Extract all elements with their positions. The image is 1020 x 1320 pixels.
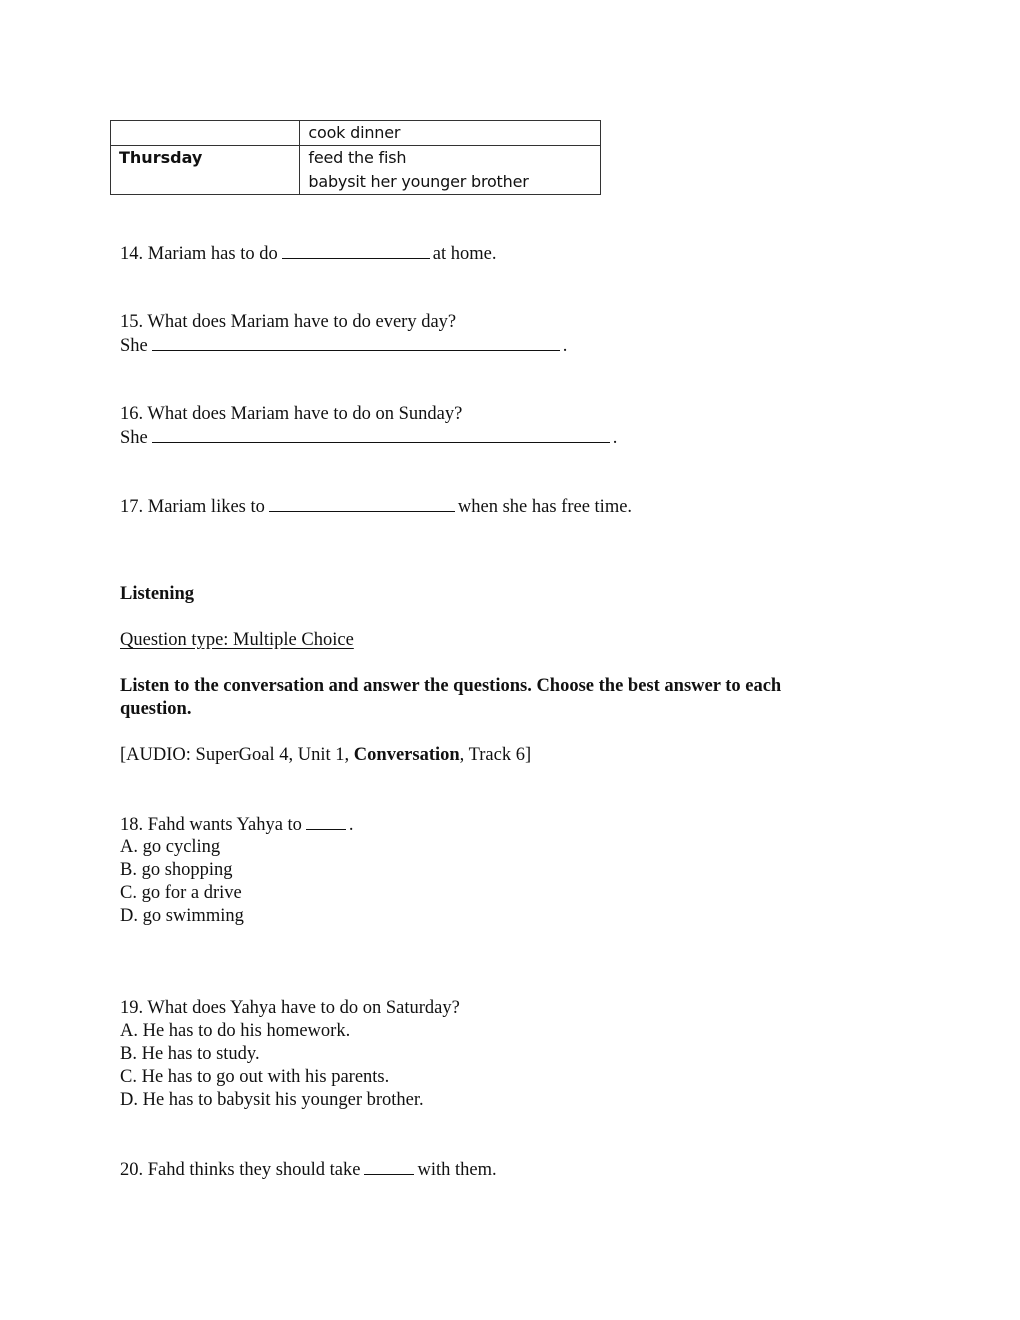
day-cell — [111, 121, 300, 146]
answer-line-16 — [120, 426, 617, 450]
question-text: 20. Fahd thinks they should take — [120, 1160, 361, 1180]
option-d: D. He has to babysit his younger brother. — [120, 1090, 424, 1110]
question-text: 17. Mariam likes to — [120, 497, 265, 517]
question-text: when she has free time. — [457, 497, 633, 517]
task-item: cook dinner — [308, 123, 401, 142]
table-row — [111, 146, 601, 195]
chores-table — [110, 120, 601, 195]
question-18 — [120, 813, 354, 837]
answer-blank — [269, 495, 455, 512]
question-20 — [120, 1158, 497, 1182]
answer-prefix: She — [120, 428, 148, 448]
option-d: D. go swimming — [120, 906, 244, 926]
instructions: Listen to the conversation and answer the questions. Choose the best answer to each question. — [120, 676, 782, 719]
option-c: C. He has to go out with his parents. — [120, 1067, 390, 1087]
answer-prefix: She — [120, 336, 148, 356]
option-b: B. go shopping — [120, 860, 233, 880]
day-cell: Thursday — [111, 146, 300, 195]
table-row — [111, 121, 601, 146]
answer-blank — [282, 242, 430, 259]
answer-blank — [152, 334, 560, 351]
question-text: with them. — [417, 1160, 497, 1180]
section-heading: Listening — [120, 584, 195, 604]
question-text: . — [348, 815, 354, 835]
answer-suffix: . — [612, 428, 618, 448]
tasks-cell — [300, 121, 601, 146]
answer-blank — [306, 813, 346, 830]
question-16: 16. What does Mariam have to do on Sunday? — [120, 404, 463, 424]
audio-suffix: , Track 6] — [459, 745, 532, 765]
task-item: babysit her younger brother — [308, 172, 529, 191]
option-a: A. go cycling — [120, 837, 221, 857]
question-14 — [120, 242, 496, 266]
question-17 — [120, 495, 632, 519]
question-19: 19. What does Yahya have to do on Saturday? — [120, 998, 460, 1018]
audio-prefix: [AUDIO: SuperGoal 4, Unit 1, — [120, 745, 354, 765]
question-text: at home. — [432, 244, 497, 264]
audio-reference — [120, 744, 531, 767]
question-text: 18. Fahd wants Yahya to — [120, 815, 302, 835]
option-c: C. go for a drive — [120, 883, 242, 903]
answer-suffix: . — [562, 336, 568, 356]
question-15: 15. What does Mariam have to do every day? — [120, 312, 457, 332]
option-a: A. He has to do his homework. — [120, 1021, 351, 1041]
question-text: 14. Mariam has to do — [120, 244, 278, 264]
answer-blank — [364, 1158, 414, 1175]
audio-bold: Conversation — [353, 745, 460, 765]
question-type-label: Question type: Multiple Choice — [120, 630, 354, 650]
option-b: B. He has to study. — [120, 1044, 260, 1064]
answer-line-15 — [120, 334, 567, 358]
answer-blank — [152, 426, 610, 443]
task-item: feed the fish — [308, 148, 407, 167]
tasks-cell — [300, 146, 601, 195]
